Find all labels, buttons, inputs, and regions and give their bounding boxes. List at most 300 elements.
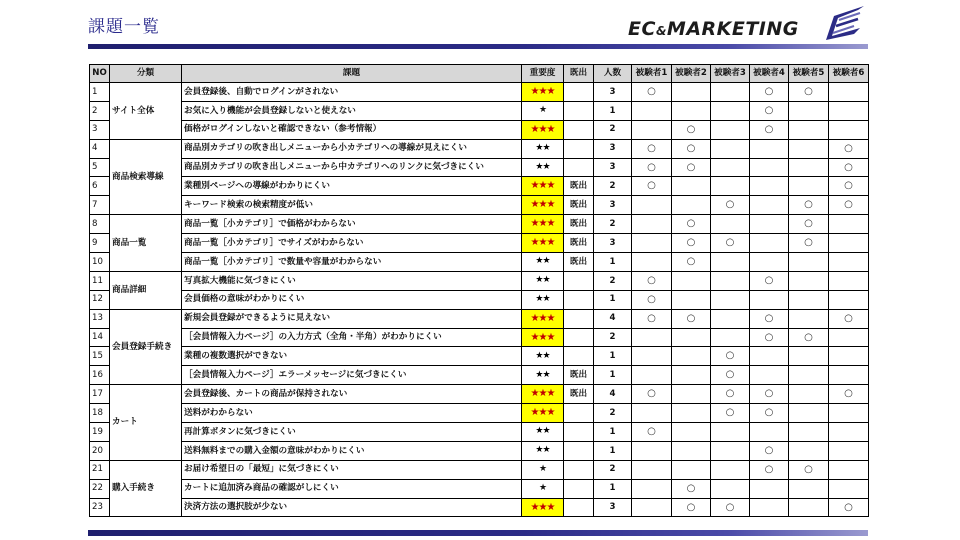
logo-mark-icon (820, 6, 864, 42)
table-row (90, 347, 869, 366)
subject-1-mark (632, 234, 672, 253)
subject-1-mark (632, 253, 672, 272)
subject-5-mark: ○ (789, 234, 829, 253)
issue-text: カートに追加済み商品の確認がしにくい (182, 479, 522, 498)
subject-5-mark (789, 385, 829, 404)
subject-1-mark (632, 120, 672, 139)
subject-4-mark (750, 234, 789, 253)
subject-1-mark (632, 460, 672, 479)
subject-1-mark: ○ (632, 158, 672, 177)
subject-6-mark: ○ (829, 385, 869, 404)
subject-2-mark: ○ (672, 309, 711, 328)
subject-1-mark (632, 347, 672, 366)
subject-count: 1 (594, 290, 632, 309)
subject-count: 1 (594, 479, 632, 498)
issue-text: 商品一覧［小カテゴリ］でサイズがわからない (182, 234, 522, 253)
subject-count: 4 (594, 309, 632, 328)
already-reported-cell (564, 441, 594, 460)
table-row (90, 498, 869, 517)
subject-3-mark (711, 290, 750, 309)
already-reported-cell (564, 328, 594, 347)
subject-1-mark: ○ (632, 177, 672, 196)
subject-6-mark: ○ (829, 196, 869, 215)
row-number: 12 (90, 290, 110, 309)
table-row (90, 139, 869, 158)
subject-6-mark (829, 423, 869, 442)
subject-count: 2 (594, 215, 632, 234)
subject-2-mark: ○ (672, 139, 711, 158)
subject-6-mark (829, 404, 869, 423)
importance-stars: ★★ (522, 271, 564, 290)
row-number: 19 (90, 423, 110, 442)
table-row (90, 460, 869, 479)
subject-5-mark (789, 139, 829, 158)
issue-text: 会員登録後、カートの商品が保持されない (182, 385, 522, 404)
subject-3-mark: ○ (711, 196, 750, 215)
table-row (90, 441, 869, 460)
subject-2-mark (672, 101, 711, 120)
subject-3-mark (711, 83, 750, 102)
subject-2-mark: ○ (672, 120, 711, 139)
row-number: 13 (90, 309, 110, 328)
subject-5-mark (789, 347, 829, 366)
table-row (90, 196, 869, 215)
issue-text: お届け希望日の「最短」に気づきにくい (182, 460, 522, 479)
issue-text: 新規会員登録ができるように見えない (182, 309, 522, 328)
importance-stars: ★★ (522, 441, 564, 460)
table-header-row (90, 65, 869, 83)
subject-count: 3 (594, 498, 632, 517)
subject-6-mark (829, 120, 869, 139)
logo (628, 6, 868, 42)
subject-2-mark: ○ (672, 158, 711, 177)
subject-3-mark (711, 479, 750, 498)
subject-1-mark (632, 215, 672, 234)
subject-6-mark: ○ (829, 158, 869, 177)
importance-stars: ★★ (522, 158, 564, 177)
importance-stars: ★★★ (522, 120, 564, 139)
table-row (90, 271, 869, 290)
already-reported-cell (564, 479, 594, 498)
row-number: 17 (90, 385, 110, 404)
category-cell: カート (110, 385, 182, 461)
importance-stars: ★ (522, 101, 564, 120)
subject-6-mark (829, 479, 869, 498)
table-row (90, 479, 869, 498)
importance-stars: ★ (522, 460, 564, 479)
subject-count: 1 (594, 423, 632, 442)
table-row (90, 328, 869, 347)
row-number: 4 (90, 139, 110, 158)
importance-stars: ★★★ (522, 498, 564, 517)
subject-2-mark (672, 385, 711, 404)
category-cell: 商品詳細 (110, 271, 182, 309)
col-header-subject-4: 被験者4 (750, 65, 789, 83)
subject-4-mark: ○ (750, 271, 789, 290)
subject-4-mark (750, 253, 789, 272)
importance-stars: ★★ (522, 139, 564, 158)
table-row (90, 120, 869, 139)
importance-stars: ★ (522, 479, 564, 498)
already-reported-cell: 既出 (564, 196, 594, 215)
row-number: 23 (90, 498, 110, 517)
row-number: 11 (90, 271, 110, 290)
subject-3-mark (711, 441, 750, 460)
subject-6-mark (829, 83, 869, 102)
already-reported-cell (564, 83, 594, 102)
table-row (90, 177, 869, 196)
already-reported-cell (564, 498, 594, 517)
subject-4-mark (750, 158, 789, 177)
already-reported-cell (564, 460, 594, 479)
subject-6-mark (829, 253, 869, 272)
subject-count: 2 (594, 404, 632, 423)
subject-2-mark (672, 328, 711, 347)
already-reported-cell (564, 271, 594, 290)
col-header-importance: 重要度 (522, 65, 564, 83)
table-row (90, 404, 869, 423)
subject-5-mark (789, 404, 829, 423)
subject-3-mark (711, 309, 750, 328)
subject-count: 2 (594, 120, 632, 139)
importance-stars: ★★ (522, 423, 564, 442)
subject-5-mark: ○ (789, 83, 829, 102)
importance-stars: ★★★ (522, 385, 564, 404)
subject-4-mark (750, 290, 789, 309)
already-reported-cell (564, 120, 594, 139)
subject-5-mark (789, 498, 829, 517)
subject-6-mark (829, 347, 869, 366)
category-cell: サイト全体 (110, 83, 182, 140)
importance-stars: ★★★ (522, 328, 564, 347)
col-header-subject-1: 被験者1 (632, 65, 672, 83)
subject-count: 1 (594, 101, 632, 120)
already-reported-cell: 既出 (564, 215, 594, 234)
subject-6-mark: ○ (829, 177, 869, 196)
already-reported-cell: 既出 (564, 177, 594, 196)
issue-text: 商品一覧［小カテゴリ］で価格がわからない (182, 215, 522, 234)
subject-6-mark: ○ (829, 139, 869, 158)
category-cell: 会員登録手続き (110, 309, 182, 385)
subject-3-mark (711, 139, 750, 158)
subject-2-mark (672, 441, 711, 460)
importance-stars: ★★★ (522, 234, 564, 253)
subject-1-mark: ○ (632, 83, 672, 102)
subject-5-mark (789, 479, 829, 498)
category-cell: 購入手続き (110, 460, 182, 517)
table-row (90, 423, 869, 442)
table-row (90, 215, 869, 234)
logo-text: EC&MARKETING (628, 18, 799, 40)
subject-2-mark: ○ (672, 215, 711, 234)
subject-5-mark (789, 120, 829, 139)
subject-5-mark (789, 177, 829, 196)
subject-2-mark (672, 423, 711, 442)
subject-2-mark (672, 177, 711, 196)
subject-count: 3 (594, 196, 632, 215)
subject-4-mark (750, 479, 789, 498)
subject-1-mark (632, 404, 672, 423)
category-cell: 商品検索導線 (110, 139, 182, 215)
col-header-category: 分類 (110, 65, 182, 83)
subject-4-mark (750, 366, 789, 385)
subject-1-mark: ○ (632, 139, 672, 158)
subject-4-mark: ○ (750, 441, 789, 460)
already-reported-cell (564, 404, 594, 423)
row-number: 22 (90, 479, 110, 498)
row-number: 14 (90, 328, 110, 347)
row-number: 10 (90, 253, 110, 272)
row-number: 21 (90, 460, 110, 479)
issue-text: 商品別カテゴリの吹き出しメニューから中カテゴリへのリンクに気づきにくい (182, 158, 522, 177)
subject-3-mark (711, 101, 750, 120)
subject-count: 1 (594, 441, 632, 460)
issue-text: ［会員情報入力ページ］エラーメッセージに気づきにくい (182, 366, 522, 385)
subject-6-mark: ○ (829, 309, 869, 328)
importance-stars: ★★ (522, 366, 564, 385)
subject-count: 3 (594, 139, 632, 158)
subject-6-mark: ○ (829, 498, 869, 517)
subject-5-mark (789, 158, 829, 177)
subject-4-mark: ○ (750, 101, 789, 120)
subject-6-mark (829, 460, 869, 479)
subject-1-mark (632, 196, 672, 215)
subject-4-mark: ○ (750, 460, 789, 479)
subject-count: 3 (594, 234, 632, 253)
importance-stars: ★★ (522, 347, 564, 366)
issue-text: キーワード検索の検索精度が低い (182, 196, 522, 215)
subject-1-mark (632, 328, 672, 347)
subject-count: 1 (594, 366, 632, 385)
row-number: 5 (90, 158, 110, 177)
subject-3-mark (711, 271, 750, 290)
subject-1-mark: ○ (632, 271, 672, 290)
row-number: 20 (90, 441, 110, 460)
subject-3-mark: ○ (711, 404, 750, 423)
row-number: 3 (90, 120, 110, 139)
subject-count: 1 (594, 347, 632, 366)
subject-4-mark: ○ (750, 83, 789, 102)
subject-3-mark: ○ (711, 385, 750, 404)
issue-text: お気に入り機能が会員登録しないと使えない (182, 101, 522, 120)
subject-5-mark (789, 290, 829, 309)
issues-table (89, 64, 869, 517)
already-reported-cell (564, 423, 594, 442)
subject-2-mark (672, 196, 711, 215)
col-header-issue: 課題 (182, 65, 522, 83)
subject-1-mark (632, 441, 672, 460)
subject-6-mark (829, 328, 869, 347)
subject-4-mark (750, 139, 789, 158)
subject-6-mark (829, 271, 869, 290)
already-reported-cell: 既出 (564, 385, 594, 404)
subject-4-mark (750, 196, 789, 215)
importance-stars: ★★★ (522, 83, 564, 102)
subject-3-mark: ○ (711, 347, 750, 366)
importance-stars: ★★ (522, 253, 564, 272)
category-cell: 商品一覧 (110, 215, 182, 272)
subject-2-mark (672, 366, 711, 385)
already-reported-cell (564, 347, 594, 366)
subject-3-mark (711, 253, 750, 272)
col-header-subject-6: 被験者6 (829, 65, 869, 83)
subject-count: 4 (594, 385, 632, 404)
issue-text: ［会員情報入力ページ］の入力方式（全角・半角）がわかりにくい (182, 328, 522, 347)
table-row (90, 158, 869, 177)
subject-4-mark: ○ (750, 328, 789, 347)
already-reported-cell: 既出 (564, 366, 594, 385)
importance-stars: ★★★ (522, 215, 564, 234)
already-reported-cell (564, 290, 594, 309)
subject-2-mark: ○ (672, 234, 711, 253)
row-number: 6 (90, 177, 110, 196)
table-row (90, 366, 869, 385)
importance-stars: ★★★ (522, 309, 564, 328)
subject-5-mark (789, 101, 829, 120)
table-row (90, 290, 869, 309)
col-header-subject-3: 被験者3 (711, 65, 750, 83)
row-number: 7 (90, 196, 110, 215)
subject-count: 3 (594, 158, 632, 177)
row-number: 8 (90, 215, 110, 234)
issue-text: 価格がログインしないと確認できない（参考情報） (182, 120, 522, 139)
importance-stars: ★★★ (522, 196, 564, 215)
issue-text: 決済方法の選択肢が少ない (182, 498, 522, 517)
subject-4-mark (750, 498, 789, 517)
row-number: 18 (90, 404, 110, 423)
already-reported-cell: 既出 (564, 253, 594, 272)
subject-1-mark: ○ (632, 423, 672, 442)
subject-4-mark: ○ (750, 120, 789, 139)
subject-2-mark (672, 83, 711, 102)
subject-2-mark (672, 290, 711, 309)
table-row (90, 101, 869, 120)
subject-4-mark: ○ (750, 309, 789, 328)
subject-1-mark (632, 366, 672, 385)
issue-text: 業種の複数選択ができない (182, 347, 522, 366)
importance-stars: ★★★ (522, 177, 564, 196)
issue-text: 会員登録後、自動でログインがされない (182, 83, 522, 102)
subject-5-mark: ○ (789, 215, 829, 234)
already-reported-cell (564, 101, 594, 120)
col-header-already: 既出 (564, 65, 594, 83)
issue-text: 会員価格の意味がわかりにくい (182, 290, 522, 309)
header-divider-bar (88, 44, 868, 49)
issue-text: 写真拡大機能に気づきにくい (182, 271, 522, 290)
subject-2-mark (672, 347, 711, 366)
already-reported-cell: 既出 (564, 234, 594, 253)
table-row (90, 83, 869, 102)
subject-3-mark (711, 158, 750, 177)
subject-3-mark (711, 460, 750, 479)
subject-1-mark: ○ (632, 385, 672, 404)
subject-count: 2 (594, 177, 632, 196)
subject-3-mark (711, 177, 750, 196)
col-header-subject-5: 被験者5 (789, 65, 829, 83)
subject-count: 1 (594, 253, 632, 272)
issue-text: 送料がわからない (182, 404, 522, 423)
subject-6-mark (829, 101, 869, 120)
subject-3-mark (711, 120, 750, 139)
subject-6-mark (829, 366, 869, 385)
subject-5-mark (789, 441, 829, 460)
subject-1-mark: ○ (632, 309, 672, 328)
subject-2-mark (672, 404, 711, 423)
subject-count: 2 (594, 460, 632, 479)
subject-5-mark: ○ (789, 328, 829, 347)
table-row (90, 385, 869, 404)
footer-divider-bar (88, 530, 868, 536)
subject-3-mark: ○ (711, 366, 750, 385)
issue-text: 送料無料までの購入金額の意味がわかりにくい (182, 441, 522, 460)
table-row (90, 253, 869, 272)
subject-6-mark (829, 441, 869, 460)
subject-4-mark (750, 423, 789, 442)
subject-3-mark (711, 215, 750, 234)
subject-3-mark: ○ (711, 234, 750, 253)
col-header-subject-2: 被験者2 (672, 65, 711, 83)
already-reported-cell (564, 158, 594, 177)
issue-text: 商品別カテゴリの吹き出しメニューから小カテゴリへの導線が見えにくい (182, 139, 522, 158)
subject-3-mark (711, 328, 750, 347)
row-number: 2 (90, 101, 110, 120)
subject-2-mark: ○ (672, 498, 711, 517)
subject-count: 2 (594, 271, 632, 290)
subject-5-mark (789, 271, 829, 290)
subject-6-mark (829, 234, 869, 253)
subject-1-mark: ○ (632, 290, 672, 309)
subject-5-mark (789, 423, 829, 442)
issue-text: 再計算ボタンに気づきにくい (182, 423, 522, 442)
row-number: 15 (90, 347, 110, 366)
col-header-count: 人数 (594, 65, 632, 83)
table-row (90, 309, 869, 328)
subject-5-mark: ○ (789, 196, 829, 215)
subject-6-mark (829, 215, 869, 234)
table-row (90, 234, 869, 253)
importance-stars: ★★★ (522, 404, 564, 423)
page-title: 課題一覧 (88, 17, 160, 37)
subject-1-mark (632, 498, 672, 517)
subject-3-mark: ○ (711, 498, 750, 517)
subject-3-mark (711, 423, 750, 442)
subject-2-mark: ○ (672, 479, 711, 498)
subject-4-mark: ○ (750, 404, 789, 423)
subject-count: 3 (594, 83, 632, 102)
subject-1-mark (632, 479, 672, 498)
importance-stars: ★★ (522, 290, 564, 309)
issue-text: 商品一覧［小カテゴリ］で数量や容量がわからない (182, 253, 522, 272)
subject-2-mark (672, 460, 711, 479)
subject-4-mark (750, 215, 789, 234)
row-number: 9 (90, 234, 110, 253)
subject-4-mark (750, 177, 789, 196)
subject-1-mark (632, 101, 672, 120)
subject-5-mark (789, 253, 829, 272)
subject-2-mark: ○ (672, 253, 711, 272)
issue-text: 業種別ページへの導線がわかりにくい (182, 177, 522, 196)
subject-5-mark (789, 309, 829, 328)
subject-4-mark (750, 347, 789, 366)
subject-2-mark (672, 271, 711, 290)
subject-4-mark: ○ (750, 385, 789, 404)
already-reported-cell (564, 309, 594, 328)
col-header-no: NO (90, 65, 110, 83)
subject-5-mark: ○ (789, 460, 829, 479)
row-number: 16 (90, 366, 110, 385)
subject-6-mark (829, 290, 869, 309)
issues-table-body (90, 83, 869, 517)
